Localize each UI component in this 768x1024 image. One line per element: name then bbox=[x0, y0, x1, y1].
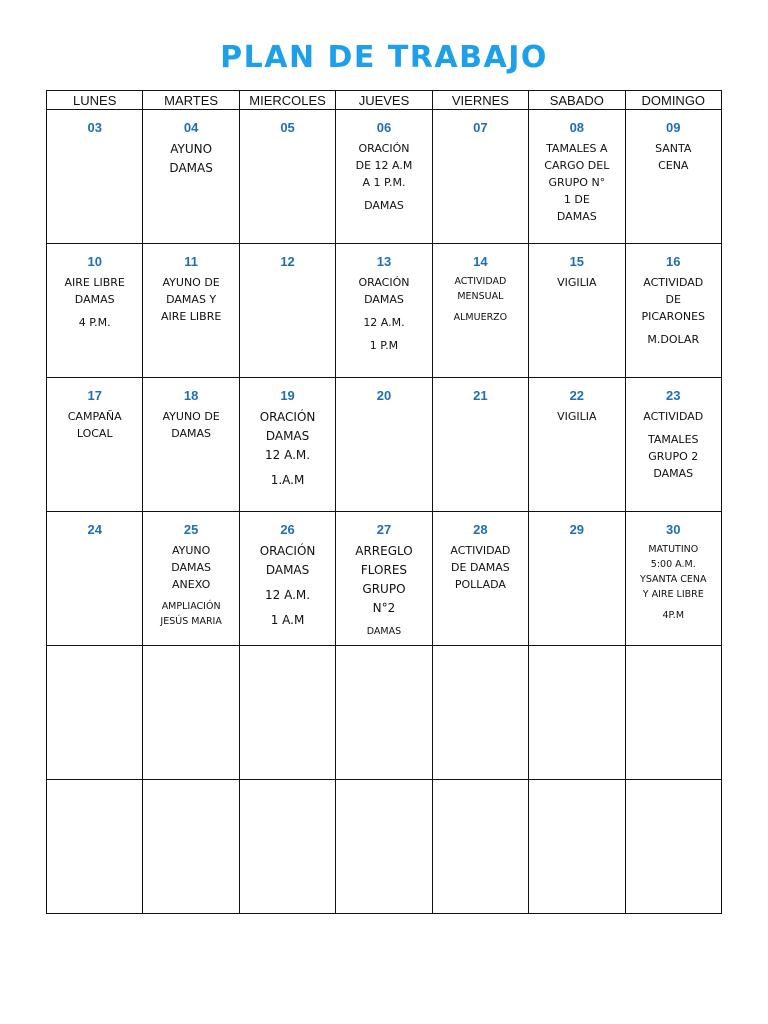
day-number: 30 bbox=[666, 522, 681, 537]
weekday-header: DOMINGO bbox=[625, 91, 721, 110]
page-title: PLAN DE TRABAJO bbox=[220, 40, 548, 75]
day-cell bbox=[239, 646, 335, 780]
day-cell bbox=[529, 110, 625, 244]
day-number: 24 bbox=[87, 522, 102, 537]
day-number: 26 bbox=[280, 522, 295, 537]
day-cell bbox=[336, 110, 432, 244]
week-row bbox=[47, 780, 722, 914]
day-number: 25 bbox=[183, 522, 199, 537]
day-number: 11 bbox=[184, 254, 198, 269]
day-number: 28 bbox=[473, 522, 488, 537]
weekday-header: JUEVES bbox=[336, 91, 432, 110]
day-cell bbox=[432, 512, 528, 646]
event-text: 12 A.M. bbox=[363, 316, 405, 329]
day-number: 17 bbox=[87, 388, 102, 403]
day-cell bbox=[239, 378, 335, 512]
weekday-header: MARTES bbox=[143, 91, 239, 110]
event-text: DAMAS bbox=[364, 199, 404, 212]
event-text: VIGILIA bbox=[557, 276, 597, 289]
day-cell bbox=[336, 780, 432, 914]
day-cell bbox=[336, 378, 432, 512]
week-row bbox=[47, 512, 722, 646]
day-number: 14 bbox=[473, 254, 488, 269]
day-cell bbox=[143, 244, 239, 378]
day-cell bbox=[625, 244, 721, 378]
day-number: 06 bbox=[376, 120, 392, 135]
week-row bbox=[47, 110, 722, 244]
day-cell bbox=[529, 780, 625, 914]
day-number: 08 bbox=[569, 120, 585, 135]
day-cell bbox=[336, 646, 432, 780]
day-cell bbox=[239, 110, 335, 244]
day-cell bbox=[47, 512, 143, 646]
day-number: 03 bbox=[87, 120, 102, 135]
day-cell bbox=[625, 646, 721, 780]
event-text: SANTA CENA bbox=[655, 142, 692, 172]
event-text: 1 P.M bbox=[369, 339, 399, 352]
calendar-body bbox=[47, 110, 722, 914]
day-number: 05 bbox=[280, 120, 295, 135]
week-row bbox=[47, 244, 722, 378]
day-number: 21 bbox=[473, 388, 488, 403]
day-cell bbox=[625, 780, 721, 914]
weekday-header: MIERCOLES bbox=[239, 91, 335, 110]
weekday-header: VIERNES bbox=[432, 91, 528, 110]
day-number: 29 bbox=[569, 522, 585, 537]
day-cell bbox=[336, 244, 432, 378]
day-cell bbox=[143, 512, 239, 646]
day-cell bbox=[47, 378, 143, 512]
event-text: AMPLIACIÓN JESÚS MARIA bbox=[160, 601, 222, 627]
event-text: ACTIVIDAD MENSUAL bbox=[454, 276, 507, 302]
day-number: 15 bbox=[569, 254, 585, 269]
day-cell bbox=[625, 378, 721, 512]
weekday-header: SABADO bbox=[529, 91, 625, 110]
day-number: 20 bbox=[376, 388, 392, 403]
day-number: 19 bbox=[280, 388, 295, 403]
event-text: TAMALES GRUPO 2 DAMAS bbox=[648, 433, 699, 480]
day-cell bbox=[529, 646, 625, 780]
day-number: 10 bbox=[87, 254, 102, 269]
event-text: VIGILIA bbox=[557, 410, 597, 423]
event-text: 1 A.M bbox=[270, 613, 305, 627]
event-text: CAMPAÑA LOCAL bbox=[67, 410, 122, 440]
weekday-header: LUNES bbox=[47, 91, 143, 110]
day-cell bbox=[336, 512, 432, 646]
day-cell bbox=[143, 646, 239, 780]
day-cell bbox=[625, 110, 721, 244]
event-text: ORACIÓN DAMAS bbox=[358, 276, 410, 306]
day-cell bbox=[239, 244, 335, 378]
day-cell bbox=[529, 512, 625, 646]
day-cell bbox=[432, 378, 528, 512]
event-text: AYUNO DE DAMAS Y AIRE LIBRE bbox=[160, 276, 222, 323]
calendar-table bbox=[46, 90, 722, 914]
event-text: ACTIVIDAD bbox=[643, 410, 704, 423]
event-text: DAMAS bbox=[366, 626, 402, 637]
day-cell bbox=[143, 378, 239, 512]
event-text: ORACIÓN DAMAS 12 A.M. bbox=[259, 410, 316, 462]
day-cell bbox=[432, 244, 528, 378]
day-number: 27 bbox=[376, 522, 392, 537]
event-text: 4 P.M. bbox=[78, 316, 111, 329]
event-text: 1.A.M bbox=[270, 473, 305, 487]
event-text: AYUNO DAMAS ANEXO bbox=[171, 544, 212, 591]
day-cell bbox=[47, 244, 143, 378]
day-cell bbox=[432, 780, 528, 914]
week-row bbox=[47, 378, 722, 512]
day-cell bbox=[47, 646, 143, 780]
event-text: AYUNO DE DAMAS bbox=[162, 410, 220, 440]
day-cell bbox=[239, 512, 335, 646]
day-number: 18 bbox=[183, 388, 199, 403]
day-cell bbox=[529, 244, 625, 378]
weekday-header-row bbox=[47, 91, 722, 110]
day-number: 13 bbox=[376, 254, 392, 269]
day-cell bbox=[143, 780, 239, 914]
week-row bbox=[47, 646, 722, 780]
day-cell bbox=[239, 780, 335, 914]
event-text: ARREGLO FLORES GRUPO N°2 bbox=[355, 544, 413, 615]
event-text: AYUNO DAMAS bbox=[169, 142, 213, 175]
event-text: ORACIÓN DAMAS bbox=[259, 544, 316, 577]
day-number: 09 bbox=[666, 120, 681, 135]
event-text: ACTIVIDAD DE PICARONES bbox=[641, 276, 706, 323]
day-number: 22 bbox=[569, 388, 585, 403]
day-number: 16 bbox=[666, 254, 681, 269]
day-cell bbox=[47, 780, 143, 914]
day-number: 07 bbox=[473, 120, 488, 135]
event-text: 12 A.M. bbox=[265, 588, 311, 602]
day-cell bbox=[47, 110, 143, 244]
day-cell bbox=[143, 110, 239, 244]
day-cell bbox=[625, 512, 721, 646]
event-text: MATUTINO 5:00 A.M. YSANTA CENA Y AIRE LIBRE bbox=[640, 544, 707, 600]
day-cell bbox=[432, 110, 528, 244]
event-text: 4P.M bbox=[662, 610, 685, 621]
day-cell bbox=[529, 378, 625, 512]
event-text: ALMUERZO bbox=[453, 312, 508, 323]
event-text: M.DOLAR bbox=[647, 333, 700, 346]
event-text: TAMALES A CARGO DEL GRUPO N° 1 DE DAMAS bbox=[544, 142, 610, 223]
day-number: 12 bbox=[280, 254, 295, 269]
day-cell bbox=[432, 646, 528, 780]
event-text: ORACIÓN DE 12 A.M A 1 P.M. bbox=[355, 142, 413, 189]
event-text: ACTIVIDAD DE DAMAS POLLADA bbox=[450, 544, 511, 591]
event-text: AIRE LIBRE DAMAS bbox=[64, 276, 125, 306]
day-number: 04 bbox=[183, 120, 199, 135]
day-number: 23 bbox=[666, 388, 681, 403]
